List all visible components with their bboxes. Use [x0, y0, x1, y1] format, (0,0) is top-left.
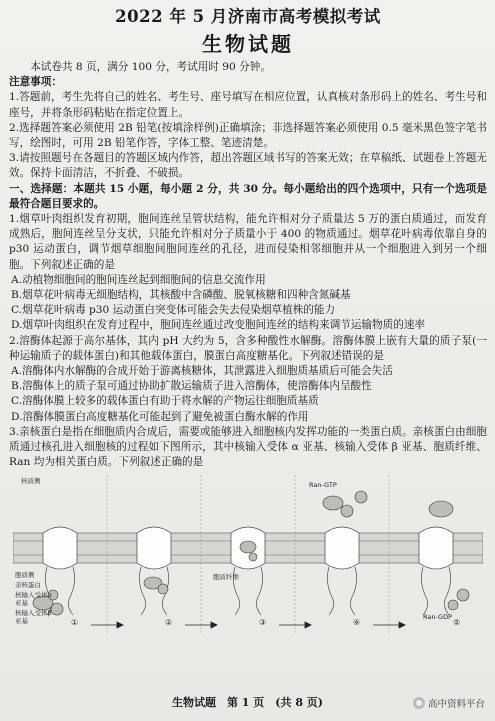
wechat-icon	[413, 697, 425, 709]
question-1-option-c: C.烟草花叶病毒 p30 运动蛋白突变体可能会失去侵染烟草植株的能力	[11, 304, 336, 317]
notice-item: 2.选择题答案必须使用 2B 铅笔(按填涂样例)正确填涂；非选择题答案必须使用 0.5 毫米黑色签字笔书写，绘图时，可用 2B 铅笔作答，字体工整、笔迹清楚。	[9, 121, 487, 150]
question-2-option-c: C.溶酶体膜上较多的载体蛋白有助于将水解的产物运往细胞质基质	[11, 395, 319, 408]
question-3-stem: 3.亲核蛋白是指在细胞质内合成后，需要或能够进入细胞核内发挥功能的一类蛋白质。亲核蛋白由细胞质通过核孔进入细胞核的过程如下图所示，其中核输入受体 α 亚基、核输入受体 β 亚基、胞质纤维、Ran 均为相关蛋白质。下列叙述正确的是	[9, 425, 487, 469]
question-2-stem: 2.溶酶体起源于高尔基体，其内 pH 大约为 5，含多种酸性水解酶。溶酶体膜上嵌有大量的质子泵(一种运输质子的载体蛋白)和其他载体蛋白，膜蛋白高度糖基化。下列叙述错误的是	[9, 334, 487, 362]
question-1-stem: 1.烟草叶肉组织发育初期，胞间连丝呈管状结构，能允许相对分子质量达 5 万的蛋白质通过，而发育成熟后，胞间连丝呈分支状，只能允许相对分子质量小于 400 的物质通过。烟草花叶病毒依靠自身的 p30 运动蛋白，调节烟草细胞间胞间连丝的孔径，进而侵染相邻细胞并从一个细胞进入到另一个细胞。下列叙述正确的是	[9, 213, 487, 271]
question-2-option-d: D.溶酶体膜蛋白高度糖基化可能起到了避免被蛋白酶水解的作用	[11, 410, 309, 423]
label-nuclear-protein: 亲核蛋白	[15, 581, 41, 590]
label-nucleus-side: 核质侧	[21, 477, 41, 486]
exam-info: 本试卷共 8 页，满分 100 分，考试用时 90 分钟。	[30, 61, 271, 73]
question-1-option-a: A.动植物细胞间的胞间连丝起到细胞间的信息交流作用	[11, 273, 266, 286]
question-2-option-a: A.溶酶体内水解酶的合成开始于游离核糖体，其泄露进入细胞质基质后可能会失活	[11, 365, 393, 378]
stage-label: ⑤	[453, 618, 461, 628]
nuclear-import-diagram	[13, 475, 483, 633]
section-heading: 一、选择题：本题共 15 小题，每小题 2 分，共 30 分。每小题给出的四个选项中，只有一个选项是最符合题目要求的。	[9, 182, 487, 210]
notice-heading: 注意事项：	[9, 76, 62, 89]
stage-label: ③	[259, 618, 267, 628]
watermark-text: 高中资料平台	[427, 699, 485, 710]
stage-label: ②	[165, 618, 173, 628]
watermark	[413, 696, 485, 710]
label-ran-gtp: Ran-GTP	[309, 481, 337, 490]
question-2-option-b: B.溶酶体上的质子泵可通过协助扩散运输质子进入溶酶体，使溶酶体内呈酸性	[11, 380, 372, 393]
label-alpha-subunit: 核输入受体α亚基	[15, 591, 52, 608]
question-1-option-b: B.烟草花叶病毒无细胞结构，其核酸中含磷酸、脱氧核糖和四种含氮碱基	[11, 289, 351, 302]
notice-item: 1.答题前，考生先将自己的姓名、考生号、座号填写在相应位置，认真核对条形码上的姓名、考生号和座号，并将条形码粘贴在指定位置上。	[9, 91, 487, 119]
page-footer: 生物试题 第 1 页 (共 8 页)	[171, 696, 324, 709]
stage-label: ①	[71, 618, 79, 628]
nuclear-pore-illustration	[13, 475, 483, 633]
notice-item: 3.请按照题号在各题目的答题区域内作答，超出答题区域书写的答案无效；在草稿纸、试题卷上答题无效。保持卡面清洁，不折叠、不破损。	[9, 152, 487, 180]
subject-title: 生物试题	[202, 32, 294, 56]
question-1-option-d: D.烟草叶肉组织在发育过程中，胞间连丝通过改变胞间连丝的结构来调节运输物质的速率	[11, 319, 426, 332]
label-cytoplasmic-fiber: 胞质纤维	[213, 573, 239, 582]
label-ran-gdp: Ran-GDP	[423, 613, 453, 622]
label-cytoplasm-side: 胞质侧	[15, 571, 35, 580]
stage-label: ④	[353, 618, 361, 628]
label-beta-subunit: 核输入受体β亚基	[15, 609, 52, 626]
exam-title: 2022 年 5 月济南市高考模拟考试	[115, 7, 381, 26]
